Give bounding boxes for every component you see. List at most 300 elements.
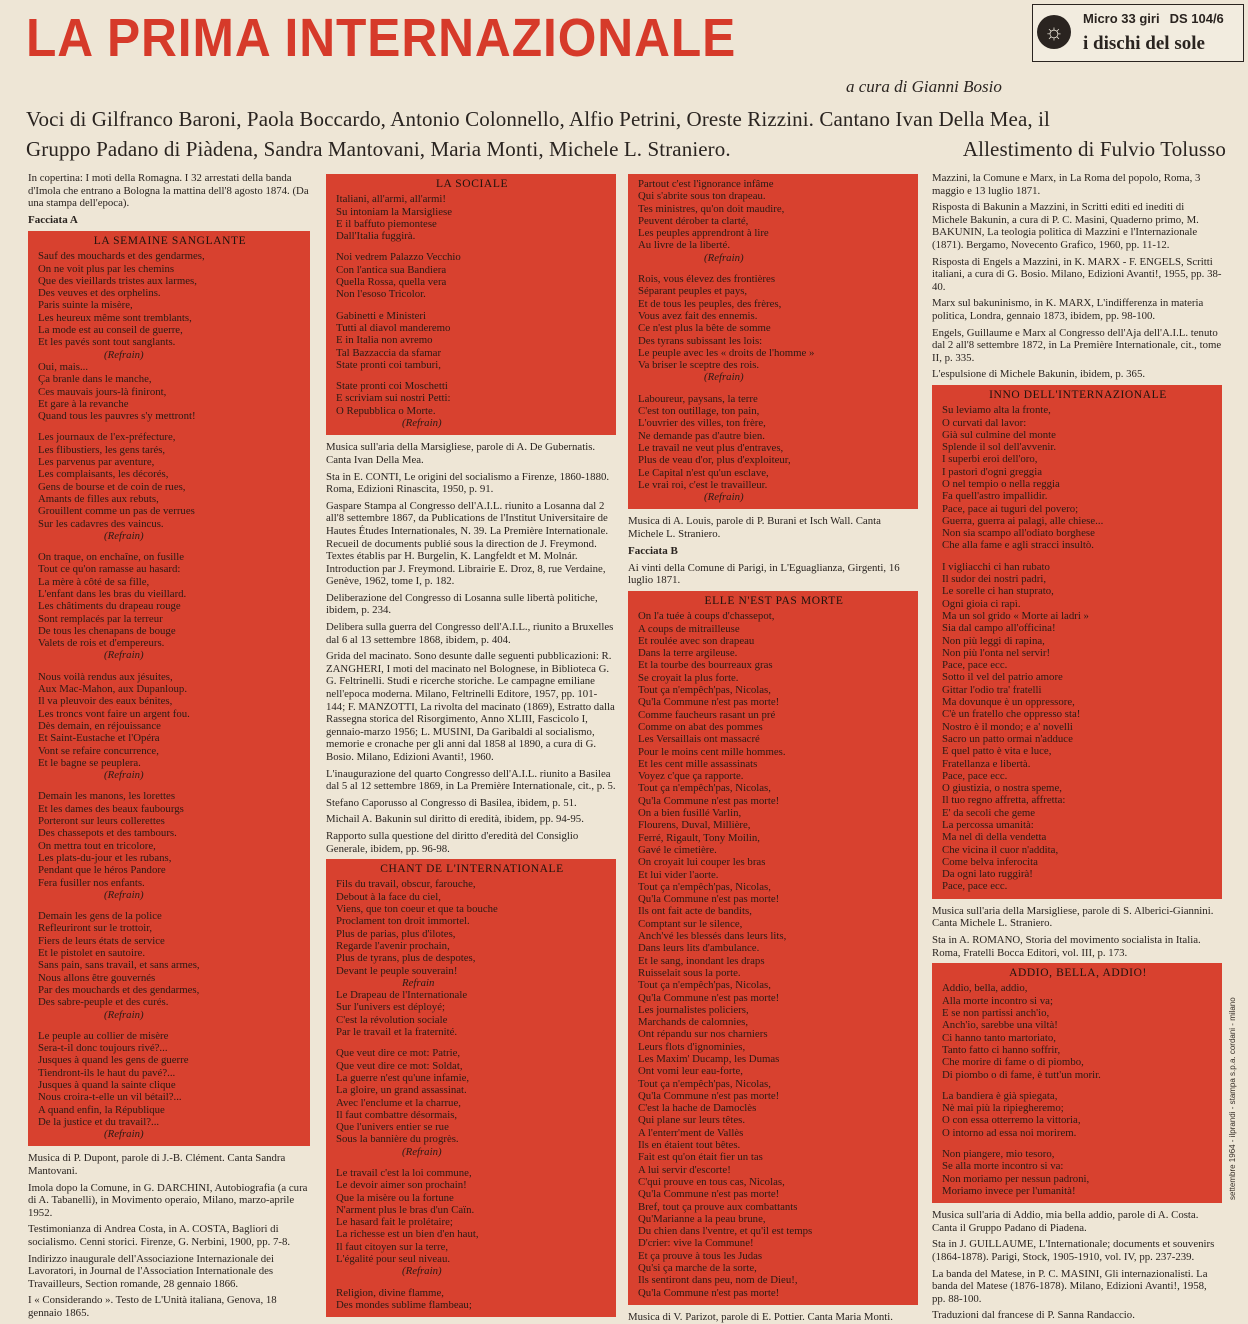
lyric-line: Pace, pace ecc.	[942, 880, 1008, 893]
lyric-line: Qu'la Commune n'est pas morte!	[638, 893, 780, 906]
lyric-line: Grouillent comme un pas de verrues	[38, 505, 195, 518]
lyric-line: Les journaux de l'ex-préfecture,	[38, 431, 176, 444]
lyric-line: Que veut dire ce mot: Patrie,	[336, 1047, 461, 1060]
lyric-line: On ne voit plus par les chemins	[38, 262, 175, 275]
lyric-line: Alla morte incontro si va;	[942, 994, 1053, 1007]
lyric-line: (Refrain)	[104, 348, 144, 361]
lyric-line: Le hasard fait le prolétaire;	[336, 1216, 453, 1229]
lyric-line: E il baffuto piemontese	[336, 217, 437, 230]
lyric-line	[38, 781, 302, 790]
song-caption: Musica di V. Parizot, parole di E. Pottier. Canta Maria Monti.	[628, 1310, 893, 1323]
lyric-line: Qu'si ça marche de la sorte,	[638, 1262, 757, 1275]
lyric-line: Porteront sur leurs collerettes	[38, 815, 165, 828]
credits-line-1: Voci di Gilfranco Baroni, Paola Boccardo, Antonio Colonnello, Alfio Petrini, Oreste Rizzini. Cantano Ivan Della Mea, il	[26, 107, 1050, 131]
lyric-line	[336, 242, 608, 251]
reference-entry: Engels, Guillaume e Marx al Congresso dell'Aja dell'A.I.L. tenuto dal 2 all'8 settembre 1872, in La Première Internationale, cit., tome II, p. 335.	[932, 326, 1222, 364]
closing-entries	[932, 1238, 1222, 1322]
lyric-line: (Refrain)	[402, 1265, 442, 1278]
lyric-line: Le travail c'est la loi commune,	[336, 1166, 472, 1179]
lyric-line: Que des vieillards tristes aux larmes,	[38, 274, 197, 287]
reference-entry: L'inaugurazione del quarto Congresso dell'A.I.L. riunito a Basilea dal 5 al 12 settembre 1869, in La Première Internationale, cit., p. 5.	[326, 767, 616, 793]
song-box-la-sociale	[326, 174, 616, 435]
lyric-line: Va briser le sceptre des rois.	[638, 359, 760, 372]
lyric-line: Qui plane sur leurs têtes.	[638, 1114, 746, 1127]
lyric-line: Religion, divine flamme,	[336, 1286, 444, 1299]
lyric-line: Qu'la Commune n'est pas morte!	[638, 1286, 780, 1299]
lyric-line: De tous les chenapans de bouge	[38, 624, 176, 637]
lyric-line: Qui s'abrite sous ton drapeau.	[638, 190, 766, 203]
reference-entry: Stefano Caporusso al Congresso di Basilea, ibidem, p. 51.	[326, 796, 577, 809]
reference-entry: Delibera sulla guerra del Congresso dell'A.I.L., riunito a Bruxelles dal 6 al 13 settembre 1868, ibidem, p. 404.	[326, 621, 614, 646]
lyric-line: E in Italia non avremo	[336, 334, 433, 347]
lyric-line: Il faut citoyen sur la terre,	[336, 1240, 449, 1253]
lyric-line: E quel patto è vita e luce,	[942, 745, 1052, 758]
lyric-line: Splende il sol dell'avvenir.	[942, 441, 1057, 454]
lyric-line	[38, 1021, 302, 1030]
lyric-line: Pace, pace ecc.	[942, 769, 1008, 782]
lyric-line: Su intoniam la Marsigliese	[336, 205, 453, 218]
lyric-line: Les troncs vont faire un argent fou.	[38, 707, 190, 720]
reference-entry: Sta in E. CONTI, Le origini del socialismo a Firenze, 1860-1880. Roma, Edizioni Rinascita, 1950, p. 91.	[326, 470, 610, 496]
lyric-line: E se non partissi anch'io,	[942, 1007, 1050, 1020]
lyric-line: On l'a tuée à coups d'chassepot,	[638, 610, 775, 623]
song-lyrics	[38, 250, 302, 1140]
lyric-line: Proclament ton droit immortel.	[336, 915, 470, 928]
lyric-line: Et les cent mille assassinats	[638, 757, 758, 770]
lyric-line: Italiani, all'armi, all'armi!	[336, 193, 447, 206]
song-lyrics	[336, 878, 608, 1311]
lyric-line: Con l'antica sua Bandiera	[336, 263, 447, 276]
lyric-line: Sont remplacés par la terreur	[38, 612, 163, 625]
lyric-line: Dall'Italia fuggirà.	[336, 230, 416, 243]
song-lyrics	[336, 193, 608, 429]
lyric-line: Comme faucheurs rasant un pré	[638, 708, 776, 721]
lyric-line: Le devoir aimer son prochain!	[336, 1179, 467, 1192]
lyric-line: Qu'Marianne a la peau brune,	[638, 1212, 766, 1225]
lyric-line: On a bien fusillé Varlin,	[638, 807, 742, 820]
lyric-line: Tout ça n'empêch'pas, Nicolas,	[638, 880, 771, 893]
lyric-line: Peuvent dérober ta clarté,	[638, 214, 749, 227]
lyric-line: Pour le moins cent mille hommes.	[638, 745, 786, 758]
lyric-line: Ils en étaient tout bêtes.	[638, 1139, 741, 1152]
lyric-line: Tanto fatto ci hanno soffrir,	[942, 1043, 1061, 1056]
lyric-line: L'ouvrier des villes, ton frère,	[638, 417, 766, 430]
lyric-line: Ruisselait sous la porte.	[638, 966, 741, 979]
lyric-line: Partout c'est l'ignorance infâme	[638, 178, 774, 190]
song-caption: Musica sull'aria di Addio, mia bella addio, parole di A. Costa. Canta il Gruppo Padano di Piadena.	[932, 1209, 1199, 1234]
reference-entry: Grida del macinato. Sono desunte dalle seguenti pubblicazioni: R. ZANGHERI, I moti del macinato nel Bolognese, in Biblioteca G. G. Feltrinelli. Studi e ricerche storiche. Le campagne emiliane nell'epoca moderna. Milano, Feltrinelli Editore, 1957, pp. 101-144; F. MANZOTTI, La rivolta del macinato (1869), Estratto dalla Rassegna storica del Risorgimento, Anno XLIII, Fascicolo I, gennaio-marzo 1956; L. MUSINI, Da Garibaldi al socialismo, memorie e cronache per gli anni dal 1858 al 1890, a cura di G. Bosio. Milano, Edizioni Avanti!, 1960.	[326, 650, 615, 763]
lyric-line: A quand enfin, la République	[38, 1103, 165, 1116]
lyric-line: Da ogni lato ruggirà!	[942, 868, 1033, 881]
lyric-line: Paris suinte la misère,	[38, 299, 133, 312]
lyric-line: Sous la bannière du progrès.	[336, 1133, 459, 1146]
lyric-line: (Refrain)	[402, 417, 442, 430]
reference-entry: Mazzini, la Comune e Marx, in La Roma del popolo, Roma, 3 maggio e 13 luglio 1871.	[932, 172, 1201, 197]
entry-vinti-comune: Ai vinti della Comune di Parigi, in L'Eguaglianza, Girgenti, 16 luglio 1871.	[628, 561, 900, 587]
lyric-line: Ma nel dì della vendetta	[942, 831, 1047, 844]
lyric-line: Fratellanza e libertà.	[942, 757, 1031, 770]
lyric-line: Les peuples apprendront à lire	[638, 227, 769, 240]
credits	[26, 104, 1226, 164]
lyric-line: Le Drapeau de l'Internationale	[336, 989, 468, 1002]
lyric-line: I vigliacchi ci han rubato	[942, 560, 1050, 573]
reference-entry: L'espulsione di Michele Bakunin, ibidem, p. 365.	[932, 368, 1146, 381]
lyric-line: O Repubblica o Morte.	[336, 404, 436, 417]
lyric-line: Quella Rossa, quella vera	[336, 276, 447, 289]
lyric-line: A lui servir d'escorte!	[638, 1163, 731, 1176]
lyric-line: Sia dal campo all'officina!	[942, 622, 1056, 635]
lyric-line: Nous voilà rendus aux jésuites,	[38, 670, 173, 683]
lyric-line: On mettra tout en tricolore,	[38, 839, 156, 852]
lyric-line	[336, 301, 608, 310]
lyric-line: Fils du travail, obscur, farouche,	[336, 878, 476, 891]
lyric-line: La mère à côté de sa fille,	[38, 575, 150, 588]
reference-entry: Rapporto sulla questione del diritto d'eredità del Consiglio Generale, ibidem, pp. 96-98.	[326, 829, 579, 855]
lyric-line: O curvati dal lavor:	[942, 416, 1027, 429]
lyric-line: Nous croira-t-elle un vil bétail?...	[38, 1091, 182, 1104]
lyric-line: Sacro un patto ormai n'adduce	[942, 732, 1073, 745]
lyric-line: Pace, pace ai tuguri del povero;	[942, 502, 1079, 515]
lyric-line: Des sabre-peuple et des curés.	[38, 996, 169, 1009]
lyric-line: Sans pain, sans travail, et sans armes,	[38, 959, 200, 972]
lyric-line: Le peuple avec les « droits de l'homme »	[638, 346, 815, 359]
lyric-line: Ne demande pas d'autre bien.	[638, 429, 765, 442]
lyric-line: Flourens, Duval, Millière,	[638, 819, 751, 832]
lyric-line	[336, 371, 608, 380]
lyric-line: Fait est qu'on était fier un tas	[638, 1151, 763, 1164]
lyric-line: Devant le peuple souverain!	[336, 964, 458, 977]
lyric-line: Des tyrans subissant les lois:	[638, 334, 763, 347]
record-format	[1083, 11, 1224, 26]
lyric-line: On croyait lui couper les bras	[638, 856, 766, 869]
lyric-line: Come belva inferocita	[942, 855, 1038, 868]
lyric-line: Gabinetti e Ministeri	[336, 309, 426, 322]
lyric-line: (Refrain)	[104, 1008, 144, 1021]
page-title: LA PRIMA INTERNAZIONALE	[26, 8, 737, 68]
lyric-line: Anch'vé les blessés dans leurs lits,	[638, 930, 787, 943]
song-box-elle-nest-pas-morte	[628, 591, 918, 1305]
lyric-line: Et Saint-Eustache et l'Opéra	[38, 732, 160, 745]
credits-allestimento: Allestimento di Fulvio Tolusso	[962, 137, 1226, 161]
lyric-line: Jusques à quand les gens de guerre	[38, 1054, 189, 1067]
lyric-line: Les plats-du-jour et les rubans,	[38, 851, 172, 864]
publisher-name: i dischi del sole	[1083, 33, 1205, 54]
lyric-line: Pace, pace ecc.	[942, 659, 1008, 672]
lyric-line: (Refrain)	[704, 491, 744, 504]
lyric-line: Non l'esoso Tricolor.	[336, 288, 426, 301]
lyric-line: Leurs flots d'ignominies,	[638, 1040, 746, 1053]
lyric-line: C'est la révolution sociale	[336, 1013, 448, 1026]
lyric-line: Bref, tout ça prouve aux combattants	[638, 1200, 798, 1213]
lyric-line: Le Capital n'est qu'un esclave,	[638, 466, 769, 479]
lyric-line: L'enfant dans les bras du vieillard.	[38, 588, 187, 600]
lyric-line	[38, 662, 302, 671]
lyric-line: Non piangere, mio tesoro,	[942, 1148, 1055, 1161]
entries-list	[326, 471, 616, 856]
lyric-line: Laboureur, paysans, la terre	[638, 392, 758, 405]
lyric-line: Oui, mais...	[38, 360, 89, 373]
column-1	[28, 172, 310, 1319]
song-box-semaine-sanglante	[28, 231, 310, 1146]
song-title: LA SEMAINE SANGLANTE	[93, 234, 247, 247]
reference-entry: Risposta di Bakunin a Mazzini, in Scritti editi ed inediti di Michele Bakunin, a cura di P. C. Masini, Quaderno primo, M. BAKUNIN, La teologia politica di Mazzini e l'Internazionale (1871). Bergamo, Novecento Grafico, 1960, pp. 11-12.	[932, 201, 1199, 251]
lyric-line: Guerra, guerra ai palagi, alle chiese...	[942, 514, 1104, 527]
lyric-line: La gloire, un grand assassinat.	[336, 1084, 467, 1097]
reference-entry: Gaspare Stampa al Congresso dell'A.I.L. riunito a Losanna dal 2 all'8 settembre 1867, da Publications de l'Institut Universitaire de Hautes Études Internationales, N. 39. La Première Internationale. Recueil de documents publié sous la direction de J. Freymond. Textes établis par H. Burgelin, K. Langfeldt et M. Molnár. Introduction par J. Freymond. Librairie E. Droz, 8, rue Verdaine, Genève, 1962, tome I, p. 182.	[326, 499, 609, 588]
reference-entry: Risposta di Engels a Mazzini, in K. MARX - F. ENGELS, Scritti italiani, a cura di G. Bosio. Milano, Edizioni Avanti!, 1955, pp. 38-40.	[932, 255, 1222, 293]
lyric-line: Noi vedrem Palazzo Vecchio	[336, 251, 461, 264]
song-title: INNO DELL'INTERNAZIONALE	[989, 388, 1167, 401]
lyric-line: Sera-t-il donc toujours rivé?...	[38, 1042, 168, 1055]
lyric-line: Les châtiments du drapeau rouge	[38, 600, 181, 613]
lyric-line: O intorno ad essa noi morirem.	[942, 1126, 1077, 1139]
lyric-line: O nel tempio o nella reggia	[942, 477, 1060, 490]
lyric-line: Plus de tyrans, plus de despotes,	[336, 952, 476, 965]
catalog-code: DS 104/6	[1169, 11, 1224, 26]
song-caption: Musica di P. Dupont, parole di J.-B. Clément. Canta Sandra Mantovani.	[28, 1152, 286, 1178]
song-box-chant-continued	[628, 174, 918, 509]
lyric-line: Gittar l'odio tra' fratelli	[942, 683, 1042, 696]
song-reference: Sta in A. ROMANO, Storia del movimento socialista in Italia. Roma, Fratelli Bocca Editori, vol. III, p. 173.	[932, 933, 1201, 959]
lyric-line: La percossa umanità:	[942, 819, 1034, 831]
lyric-line: A coups de mitrailleuse	[638, 622, 740, 635]
lyric-line: (Refrain)	[704, 251, 744, 264]
lyric-line	[38, 542, 302, 551]
lyric-line: Ces mauvais jours-là finiront,	[38, 385, 167, 398]
reference-entry: Indirizzo inaugurale dell'Associazione Internazionale dei Lavoratori, in Journal de l'Association Internationale des Travailleurs, Section romande, 28 gennaio 1866.	[28, 1252, 274, 1290]
lyric-line: (Refrain)	[704, 371, 744, 384]
lyric-line: Su leviamo alta la fronte,	[942, 404, 1051, 417]
lyric-line: (Refrain)	[104, 649, 144, 662]
lyric-line: Plus de veau d'or, plus d'exploiteur,	[638, 454, 791, 467]
lyric-line: Sur l'univers est déployé;	[336, 1001, 445, 1014]
lyric-line: Ci hanno tanto martoriato,	[942, 1031, 1056, 1044]
lyric-line: Demain les manons, les lorettes	[38, 790, 176, 803]
lyric-line: Gens de bourse et de coin de rues,	[38, 480, 186, 493]
reference-entry: Testimonianza di Andrea Costa, in A. COSTA, Bagliori di socialismo. Cenni storici. Firenze, G. Nerbini, 1900, pp. 7-8.	[28, 1223, 291, 1249]
lyric-line: (Refrain)	[104, 888, 144, 901]
lyric-line: Debout à la face du ciel,	[336, 890, 441, 903]
lyric-line: Des veuves et des orphelins.	[38, 287, 161, 300]
lyric-line: A l'enterr'ment de Vallès	[638, 1126, 744, 1139]
lyric-line: Il faut combattre désormais,	[336, 1108, 458, 1121]
reference-entry: Traduzioni dal francese di P. Sanna Randaccio.	[932, 1309, 1135, 1322]
lyric-line: I pastori d'ogni greggia	[942, 465, 1042, 478]
lyric-line: Tal Bazzaccia da sfamar	[336, 346, 442, 359]
lyric-line: Se croyait la plus forte.	[638, 671, 739, 684]
lyric-line: Dans leurs lits d'ambulance.	[638, 942, 760, 955]
lyric-line: Par des mouchards et des gendarmes,	[38, 983, 200, 996]
lyric-line: Voyez c'que ça rapporte.	[638, 770, 744, 783]
cover-note: In copertina: I moti della Romagna. I 32 arrestati della banda d'Imola che entrano a Bologna la mattina dell'8 agosto 1874. (Da una stampa dell'epoca).	[28, 172, 309, 210]
lyric-line: Qu'la Commune n'est pas morte!	[638, 1188, 780, 1201]
lyric-line: Fera fusiller nos enfants.	[38, 876, 145, 889]
lyric-line: Aux Mac-Mahon, aux Dupanloup.	[38, 683, 188, 696]
lyric-line: C'qui prouve en tous cas, Nicolas,	[638, 1175, 785, 1188]
lyric-line: Et les pavés sont tout sanglants.	[38, 336, 176, 349]
lyric-line: Et le bagne se peuplera.	[38, 756, 141, 769]
lyric-line: Tiendront-ils le haut du pavé?...	[38, 1066, 176, 1079]
reference-entry: Imola dopo la Comune, in G. DARCHINI, Autobiografia (a cura di A. Tabanelli), in Movimento operaio, Milano, marzo-aprile 1952.	[28, 1181, 308, 1219]
lyric-line: Les flibustiers, les gens tarés,	[38, 443, 166, 456]
song-title: ADDIO, BELLA, ADDIO!	[1009, 967, 1147, 980]
curator-line: a cura di Gianni Bosio	[846, 77, 1002, 96]
lyric-line: Che vicina il cuor n'addita,	[942, 843, 1059, 856]
lyric-line: Ma dovunque è un oppressore,	[942, 696, 1075, 709]
lyric-line: La richesse est un bien d'en haut,	[336, 1228, 479, 1241]
record-logo-icon: ☼	[1037, 15, 1071, 49]
lyric-line: Du chien dans l'ventre, et qu'il est temps	[638, 1225, 813, 1238]
lyric-line	[336, 1158, 608, 1167]
reference-entry: Sta in J. GUILLAUME, L'Internationale; documents et souvenirs (1864-1878). Parigi, Stock, 1905-1910, vol. IV, pp. 237-239.	[932, 1238, 1215, 1263]
lyric-line: Des mondes sublime flambeau;	[336, 1298, 472, 1311]
lyric-line: (Refrain)	[104, 529, 144, 542]
column-2	[326, 172, 616, 1311]
lyric-line: Sotto il vel del patrio amore	[942, 671, 1063, 684]
lyric-line: O con essa otterremo la vittoria,	[942, 1114, 1081, 1127]
lyric-line: Jusques à quand la sainte clique	[38, 1078, 176, 1091]
lyric-line: Et roulée avec son drapeau	[638, 634, 755, 647]
lyric-line: Le vrai roi, c'est le travailleur.	[638, 478, 768, 491]
lyric-line: Et gare à la revanche	[38, 397, 129, 410]
column-3	[628, 172, 918, 1323]
lyric-line: Il tuo regno affretta, affretta:	[942, 794, 1066, 807]
song-title: LA SOCIALE	[435, 178, 509, 190]
lyric-line: Et de tous les peuples, des frères,	[638, 297, 782, 310]
lyric-line: Dès demain, en réjouissance	[38, 719, 161, 732]
lyric-line: Pendant que le héros Pandore	[38, 864, 166, 877]
lyric-line: Se alla morte incontro si va:	[942, 1160, 1064, 1173]
lyric-line: Qu'la Commune n'est pas morte!	[638, 794, 780, 807]
lyric-line: Refleuriront sur le trottoir,	[38, 922, 153, 935]
song-lyrics	[638, 610, 910, 1299]
lyric-line: Demain les gens de la police	[38, 910, 162, 923]
lyric-line: Sur les cadavres des vaincus.	[38, 517, 164, 530]
lyric-line: Tout ça n'empêch'pas, Nicolas,	[638, 979, 771, 992]
lyric-line: Le travail ne veut plus d'entraves,	[638, 441, 784, 454]
lyric-line: Et la tourbe des bourreaux gras	[638, 659, 773, 672]
lyric-line: Avec l'enclume et la charrue,	[336, 1096, 461, 1109]
lyric-line: State pronti coi Moschetti	[336, 380, 448, 393]
lyric-line: Non più leggi di rapina,	[942, 634, 1045, 647]
lyric-line: Les Maxim' Ducamp, les Dumas	[638, 1052, 780, 1065]
lyric-line: Tout ça n'empêch'pas, Nicolas,	[638, 1077, 771, 1090]
lyric-line: Qu'la Commune n'est pas morte!	[638, 696, 780, 709]
song-box-chant-internationale	[326, 859, 616, 1317]
lyric-line	[638, 264, 910, 273]
lyric-line	[942, 1139, 1214, 1148]
lyric-line: Tout ce qu'on ramasse au hasard:	[38, 563, 181, 576]
lyric-line: (Refrain)	[402, 1145, 442, 1158]
lyric-line: Et ça prouve à tous les Judas	[638, 1249, 763, 1262]
lyric-line: Non sia scampo all'odiato borghese	[942, 527, 1095, 540]
reference-entry: Michail A. Bakunin sul diritto di eredità, ibidem, pp. 94-95.	[326, 813, 584, 826]
lyric-line: Ce n'est plus la bête de somme	[638, 322, 771, 335]
lyric-line: Già sul culmine del monte	[942, 428, 1056, 441]
lyric-line: Ont vomi leur eau-forte,	[638, 1065, 743, 1078]
lyric-line: Que l'univers entier se rue	[336, 1121, 449, 1134]
lyric-line: Ferré, Rigault, Tony Moilin,	[638, 831, 761, 844]
lyric-line: Il sudor dei nostri padri,	[942, 573, 1047, 586]
lyric-line: Addio, bella, addio,	[942, 982, 1028, 995]
song-title: ELLE N'EST PAS MORTE	[704, 595, 844, 607]
lyric-line: Les heureux même sont tremblants,	[38, 311, 192, 324]
lyric-line: D'crier: vive la Commune!	[638, 1237, 754, 1250]
lyric-line: La mode est au conseil de guerre,	[38, 324, 183, 337]
lyric-line: E scriviam sui nostri Petti:	[336, 392, 451, 405]
song-lyrics	[942, 404, 1214, 893]
lyric-line: Che alla fame e agli stracci insultò.	[942, 539, 1094, 552]
lyric-line: Nè mai più la ripiegheremo;	[942, 1102, 1064, 1115]
printer-credit: settembre 1964 - ilprandi - stampa s.p.a. cordani - milano	[1228, 997, 1237, 1200]
lyric-line: Et les dames des beaux faubourgs	[38, 802, 184, 815]
lyric-line: Séparant peuples et pays,	[638, 285, 748, 298]
song-caption: Musica sull'aria della Marsigliese, parole di S. Alberici-Giannini. Canta Michele L. Straniero.	[932, 904, 1214, 930]
lyric-line: Et lui vider l'aorte.	[638, 868, 719, 881]
lyric-line: State pronti coi tamburi,	[336, 358, 441, 371]
lyric-line: La bandiera è già spiegata,	[942, 1089, 1058, 1102]
lyric-line: E' da secoli che geme	[942, 806, 1036, 819]
lyric-line: C'est la hache de Damoclès	[638, 1102, 757, 1115]
lyric-line: I superbi eroi dell'oro,	[942, 453, 1038, 466]
lyric-line: Ça branle dans le manche,	[38, 373, 152, 386]
entries-list	[932, 172, 1222, 381]
credits-line-2: Gruppo Padano di Piàdena, Sandra Mantovani, Maria Monti, Michele L. Straniero.	[26, 137, 731, 161]
lyric-line: Ils sentiront dans peu, nom de Dieu!,	[638, 1274, 798, 1287]
lyric-line: Nous allons être gouvernés	[38, 971, 156, 984]
lyric-line: Refrain	[402, 976, 435, 989]
format-text: Micro 33 giri	[1083, 11, 1160, 26]
lyric-line	[336, 1038, 608, 1047]
lyric-line: O giustizia, o nostra speme,	[942, 782, 1062, 795]
reference-entry: Marx sul bakuninismo, in K. MARX, L'indifferenza in materia politica, Londra, gennaio 1873, ibidem, pp. 98-100.	[932, 297, 1204, 322]
lyric-line: Di piombo o di fame, è tutt'un morir.	[942, 1068, 1101, 1081]
lyric-line: Amants de filles aux rebuts,	[38, 492, 159, 505]
lyric-line: Ogni gioia ci rapì.	[942, 597, 1021, 610]
lyric-line: Qu'la Commune n'est pas morte!	[638, 991, 780, 1004]
lyric-line: Il va pleuvoir des eaux bénites,	[38, 695, 173, 708]
song-box-addio-bella-addio	[932, 963, 1222, 1203]
lyric-line: Tes ministres, qu'on doit maudire,	[638, 202, 785, 215]
song-lyrics	[942, 982, 1214, 1197]
lyric-line: Comme on abat des pommes	[638, 720, 763, 733]
lyric-line: Vont se refaire concurrence,	[38, 744, 159, 757]
lyric-line: L'égalité pour seul niveau.	[336, 1253, 451, 1266]
column-4	[932, 172, 1222, 1322]
lyric-line: Marchands de calomnies,	[638, 1016, 749, 1029]
song-caption: Musica di A. Louis, parole di P. Burani et Isch Wall. Canta Michele L. Straniero.	[628, 515, 881, 541]
lyric-line: Les complaisants, les décorés,	[38, 468, 169, 481]
lyric-line: Tout ça n'empêch'pas, Nicolas,	[638, 684, 771, 697]
song-lyrics	[638, 178, 910, 503]
lyric-line: Les journalistes policiers,	[638, 1003, 749, 1016]
lyric-line: N'arment plus le bras d'un Caïn.	[336, 1203, 475, 1216]
lyric-line: C'è un fratello che oppresso sta!	[942, 708, 1081, 721]
lyric-line: Anch'io, sarebbe una viltà!	[942, 1019, 1058, 1032]
lyric-line: Au livre de la liberté.	[638, 239, 731, 252]
lyric-line: Qu'la Commune n'est pas morte!	[638, 1089, 780, 1102]
lyric-line: On traque, on enchaîne, on fusille	[38, 551, 185, 564]
side-b-heading: Facciata B	[628, 544, 678, 557]
lyric-line: Des chassepots et des tambours.	[38, 827, 177, 840]
lyric-line: Le peuple au collier de misère	[38, 1029, 169, 1042]
lyric-line: Ma un sol grido « Morte ai ladri »	[942, 609, 1089, 622]
lyric-line: Ont répandu sur nos charniers	[638, 1028, 768, 1041]
lyric-line: Tout ça n'empêch'pas, Nicolas,	[638, 782, 771, 795]
lyric-line: Regarde l'avenir prochain,	[336, 939, 450, 952]
lyric-line: Tutti al diavol manderemo	[336, 321, 451, 334]
lyric-line: (Refrain)	[104, 1128, 144, 1141]
